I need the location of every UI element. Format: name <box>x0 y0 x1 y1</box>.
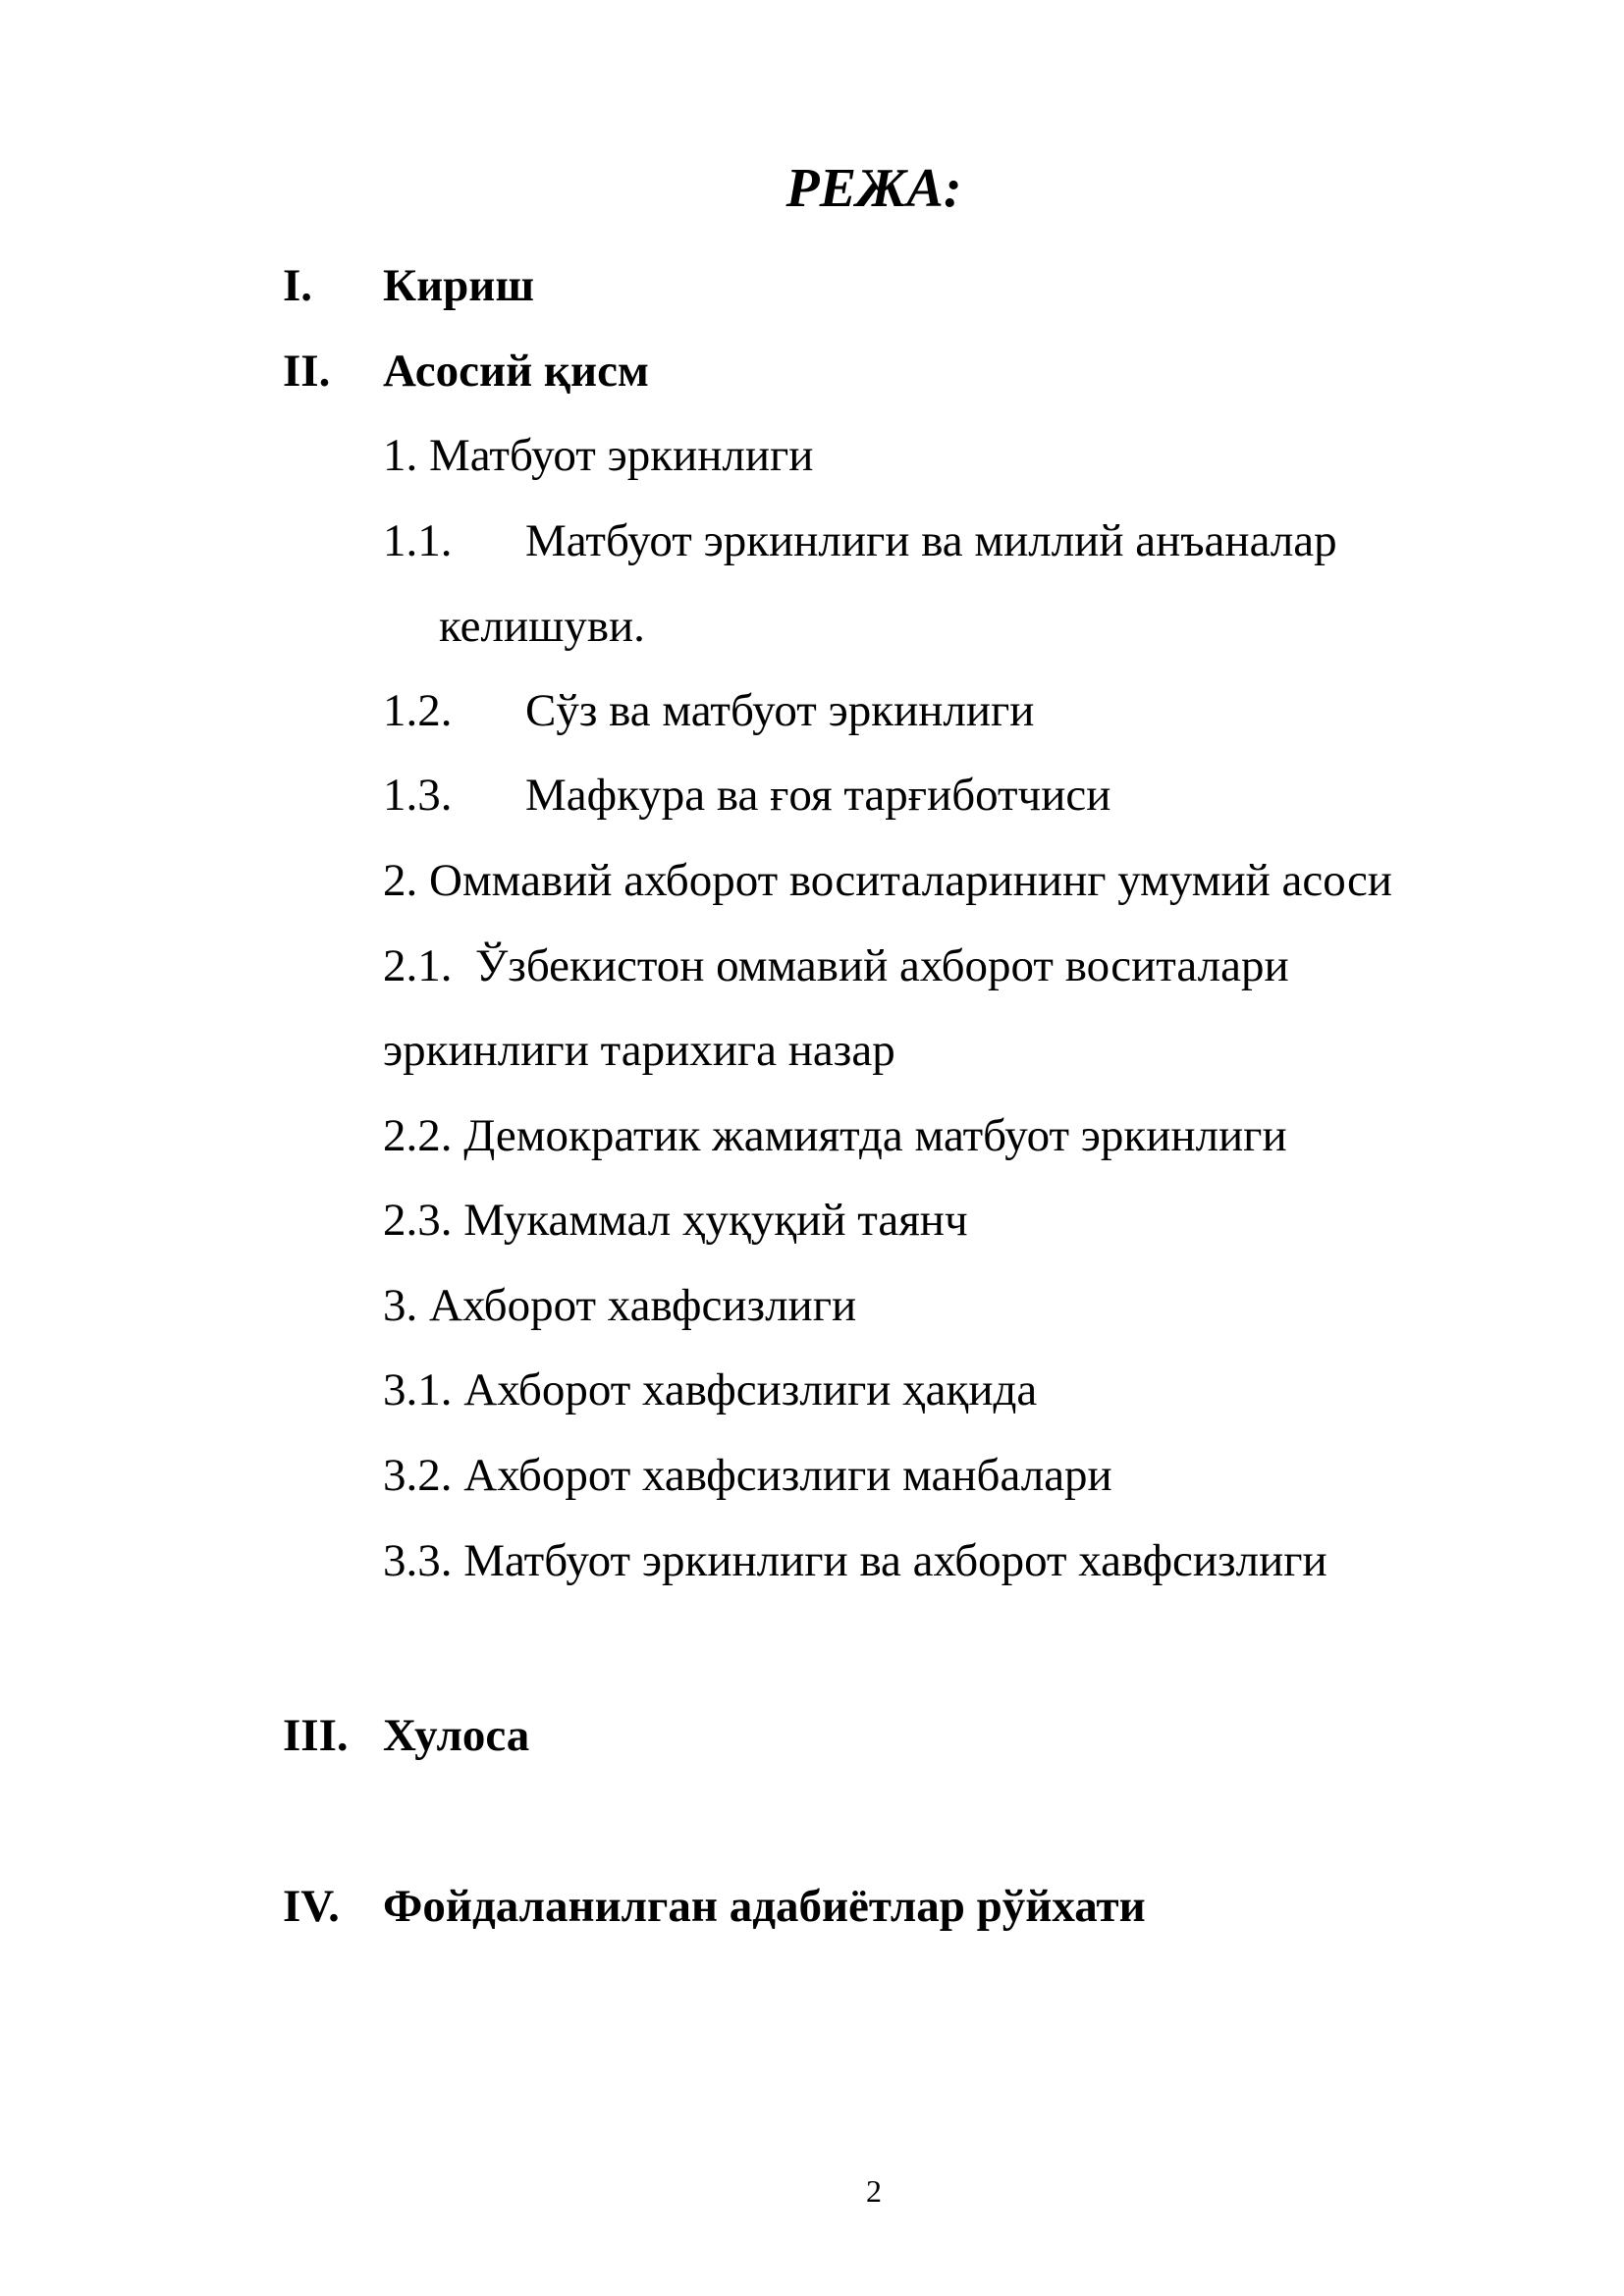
item-number: 3.2. <box>383 1450 453 1501</box>
section-number: III. <box>283 1710 349 1761</box>
section-title: Хулоса <box>383 1710 530 1761</box>
toc-item-3-1 <box>383 1361 1037 1419</box>
toc-item-2 <box>383 851 1392 910</box>
toc-item-1 <box>383 426 813 485</box>
item-number: 3.3. <box>383 1535 453 1586</box>
toc-item-2-1 <box>383 936 1289 995</box>
item-text: Ахборот хавфсизлиги манбалари <box>463 1450 1112 1501</box>
item-number: 2. <box>383 855 418 906</box>
item-number: 1.3. <box>383 770 453 821</box>
item-number: 3.1. <box>383 1364 453 1415</box>
page-number: 2 <box>866 2173 882 2209</box>
toc-item-1-3 <box>383 766 1110 825</box>
section-title: Кириш <box>383 260 535 311</box>
toc-item-3 <box>383 1276 856 1335</box>
item-number: 2.1. <box>383 940 453 991</box>
toc-item-3-3 <box>383 1531 1327 1590</box>
item-text: Матбуот эркинлиги ва миллий анъаналар <box>525 515 1337 566</box>
toc-item-1-1-continuation: келишуви. <box>439 601 645 652</box>
item-text: Мукаммал ҳуқуқий таянч <box>463 1195 968 1246</box>
toc-item-1-1 <box>383 511 1337 570</box>
item-text: Сўз ва матбуот эркинлиги <box>525 685 1035 736</box>
item-text: Ўзбекистон оммавий ахборот воситалари <box>475 940 1289 991</box>
item-number: 1.1. <box>383 515 453 566</box>
item-text: Ахборот хавфсизлиги ҳақида <box>463 1364 1038 1415</box>
item-number: 3. <box>383 1280 418 1331</box>
item-text: Матбуот эркинлиги ва ахборот хавфсизлиги <box>463 1535 1327 1586</box>
item-text: Оммавий ахборот воситаларининг умумий асоси <box>429 855 1392 906</box>
item-text: Ахборот хавфсизлиги <box>429 1280 857 1331</box>
item-text: Матбуот эркинлиги <box>429 430 814 481</box>
toc-item-1-2 <box>383 681 1034 740</box>
page-title: РЕЖА: <box>785 158 962 219</box>
item-text: Мафкура ва ғоя тарғиботчиси <box>525 770 1111 821</box>
toc-item-3-2 <box>383 1446 1112 1505</box>
toc-item-2-3 <box>383 1191 968 1250</box>
item-number: 1. <box>383 430 418 481</box>
section-number: II. <box>283 346 331 397</box>
section-number: IV. <box>283 1881 340 1932</box>
section-number: I. <box>283 260 313 311</box>
item-number: 2.3. <box>383 1195 453 1246</box>
item-number: 2.2. <box>383 1110 453 1161</box>
item-number: 1.2. <box>383 685 453 736</box>
toc-item-2-1-continuation: эркинлиги тарихига назар <box>383 1025 895 1076</box>
item-text: Демократик жамиятда матбуот эркинлиги <box>463 1110 1287 1161</box>
toc-item-2-2 <box>383 1106 1287 1165</box>
section-title: Асосий қисм <box>383 346 649 397</box>
section-title: Фойдаланилган адабиётлар рўйхати <box>383 1881 1146 1932</box>
